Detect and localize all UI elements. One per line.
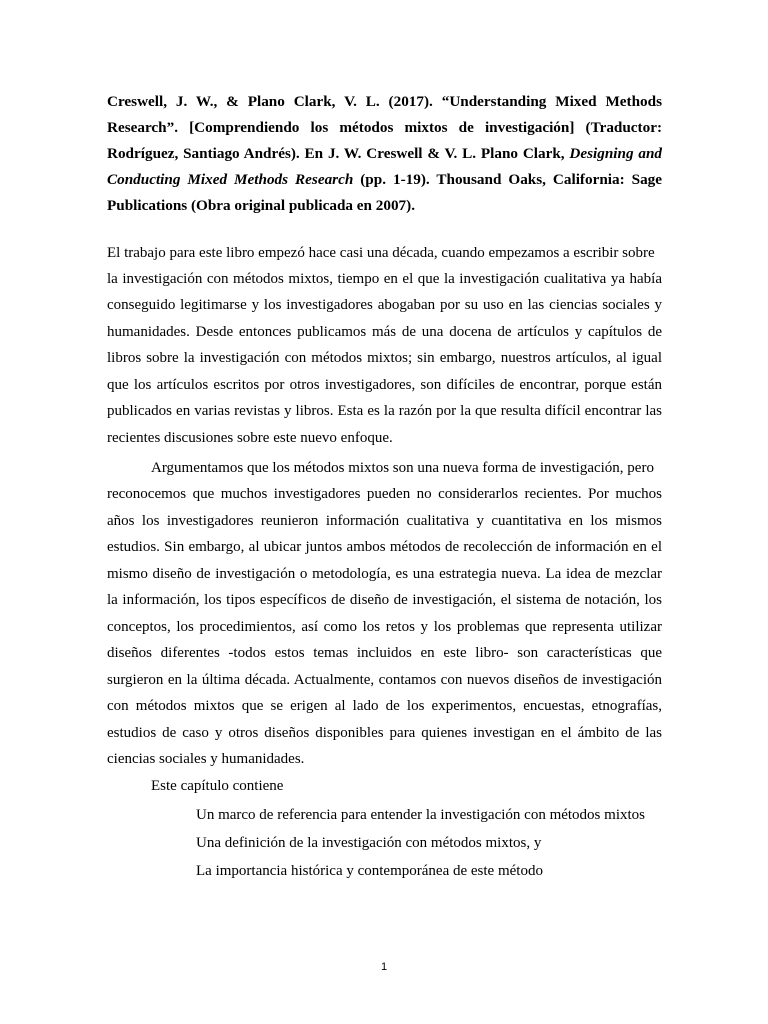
- paragraph-line: El trabajo para este libro empezó hace casi una década, cuando empezamos a escribir sobre: [107, 245, 655, 261]
- paragraph-line: la investigación con métodos mixtos, tiempo en el que la investigación cualitativa ya había: [107, 271, 662, 287]
- citation-line: Creswell, J. W., & Plano Clark, V. L. (2017). “Understanding Mixed Methods: [107, 93, 662, 110]
- paragraph-line: con métodos mixtos que se erigen al lado de los experimentos, encuestas, etnografías,: [107, 698, 662, 714]
- citation-text: (pp. 1-19). Thousand Oaks, California: Sage: [353, 171, 662, 188]
- paragraph-line: humanidades. Desde entonces publicamos más de una docena de artículos y capítulos de: [107, 324, 662, 340]
- paragraph-line: mismo diseño de investigación o metodología, es una estrategia nueva. La idea de mezclar: [107, 566, 662, 582]
- chapter-contents-item: Un marco de referencia para entender la investigación con métodos mixtos: [196, 807, 645, 823]
- paragraph-line: publicados en varias revistas y libros. Esta es la razón por la que resulta difícil encontrar las: [107, 403, 662, 419]
- paragraph-line: conceptos, los procedimientos, así como los retos y los problemas que representa utilizar: [107, 619, 662, 635]
- paragraph-line: libros sobre la investigación con métodos mixtos; sin embargo, nuestros artículos, al igual: [107, 350, 662, 366]
- citation-line: Research”. [Comprendiendo los métodos mixtos de investigación] (Traductor:: [107, 119, 662, 136]
- paragraph-line: surgieron en la última década. Actualmente, contamos con nuevos diseños de investigación: [107, 672, 662, 688]
- paragraph-line: recientes discusiones sobre este nuevo enfoque.: [107, 430, 393, 446]
- citation-line: [107, 170, 662, 190]
- page-number: 1: [380, 961, 388, 973]
- paragraph-line: estudios. Sin embargo, al ubicar juntos ambos métodos de recolección de información en el: [107, 539, 662, 555]
- chapter-contents-item: Una definición de la investigación con métodos mixtos, y: [196, 835, 542, 851]
- paragraph-line: conseguido legitimarse y los investigadores abogaban por su uso en las ciencias sociales y: [107, 297, 662, 313]
- book-title-part: Designing and: [569, 145, 662, 162]
- paragraph-line: que los artículos escritos por otros investigadores, son difíciles de encontrar, porque están: [107, 377, 662, 393]
- book-title-part: Conducting Mixed Methods Research: [107, 171, 354, 188]
- citation-line: Publications (Obra original publicada en 2007).: [107, 197, 416, 214]
- paragraph-line: reconocemos que muchos investigadores pueden no considerarlos recientes. Por muchos: [107, 486, 662, 502]
- paragraph-line: años los investigadores reunieron información cualitativa y cuantitativa en los mismos: [107, 513, 662, 529]
- citation-line: [107, 144, 662, 164]
- citation-text: Rodríguez, Santiago Andrés). En J. W. Creswell & V. L. Plano Clark,: [107, 145, 570, 162]
- chapter-contents-intro: Este capítulo contiene: [151, 778, 284, 794]
- chapter-contents-item: La importancia histórica y contemporánea de este método: [196, 863, 543, 879]
- paragraph-line: estudios de caso y otros diseños disponibles para quienes investigan en el ámbito de las: [107, 725, 662, 741]
- paragraph-line: diseños diferentes -todos estos temas incluidos en este libro- son características que: [107, 645, 662, 661]
- paragraph-line: la información, los tipos específicos de diseño de investigación, el sistema de notación, los: [107, 592, 662, 608]
- paragraph-line: ciencias sociales y humanidades.: [107, 751, 305, 767]
- paragraph-line: Argumentamos que los métodos mixtos son una nueva forma de investigación, pero: [151, 460, 654, 476]
